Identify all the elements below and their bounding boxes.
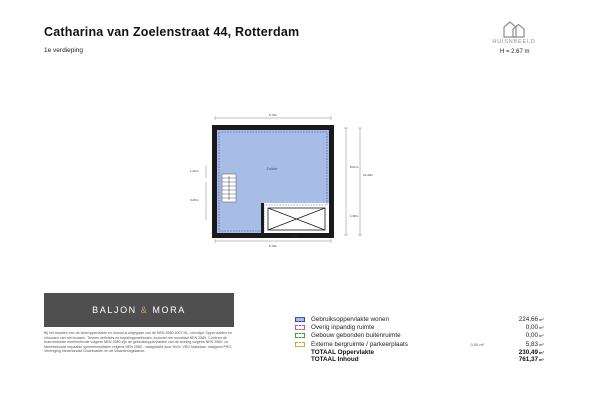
dim-right-upper: 8.01m bbox=[350, 165, 359, 169]
dim-bottom-inner: 3.77m bbox=[289, 234, 299, 238]
agency-logo bbox=[44, 293, 234, 327]
legend-label: Gebouw gebonden buitenruimte bbox=[311, 332, 401, 340]
ceiling-height: H = 2.67 m bbox=[500, 49, 530, 55]
legend-unit: m² bbox=[539, 341, 544, 347]
legend-value: 0,00 bbox=[525, 332, 538, 340]
legend-row bbox=[295, 315, 547, 323]
agency-name-right: MORA bbox=[152, 305, 186, 315]
dim-left-large: 3.26m bbox=[190, 198, 199, 202]
legend-label: Gebruiksoppervlakte wonen bbox=[311, 315, 390, 323]
legend-label: Externe bergruimte / parkeerplaats bbox=[311, 340, 408, 348]
agency-ampersand: & bbox=[140, 305, 149, 315]
total-area-value: 230,49 bbox=[518, 348, 538, 356]
swatch-storage bbox=[295, 342, 305, 347]
legend-unit: m² bbox=[539, 325, 544, 331]
floor-plan bbox=[188, 110, 388, 250]
total-area-unit: m² bbox=[539, 349, 544, 355]
legend-sub: 0,00 m² bbox=[470, 341, 484, 347]
swatch-living bbox=[295, 317, 305, 322]
area-legend bbox=[295, 315, 547, 364]
measurement-disclaimer: Bij het bepalen van de vloeroppervlakte en inhoud is uitgegaan van de NEN 2580:2007 NL, vervolgd. Oppervlakten en inhouden van het bouwen. Termen definities en bepalingsmethoden, inclusief het normblad NEN 2580. Conform de branchebrede meetinstructie volgens NEN 2580 zijn de gebruiksoppervlakten van de woning volgens NEN 2580, zo. Meetinstructie bepaalde opmeetresultaten volgens NEN 2580 - vastgesteld door NVM, VBO Makelaar, Vastgoed PRO, Vereniging Nederlandse Downloaden en de Waarderingskamer. bbox=[44, 331, 233, 354]
total-area-label: TOTAAL Oppervlakte bbox=[311, 348, 374, 356]
legend-row bbox=[295, 323, 547, 331]
brand-logo bbox=[482, 20, 546, 45]
dim-top: 5.73m bbox=[268, 113, 278, 117]
legend-value: 5,83 bbox=[525, 340, 538, 348]
swatch-outdoor bbox=[295, 333, 305, 338]
total-volume-label: TOTAAL Inhoud bbox=[311, 356, 359, 364]
legend-value: 224,66 bbox=[518, 315, 538, 323]
legend-unit: m² bbox=[539, 316, 544, 322]
brand-name: HUISNBEELD bbox=[492, 39, 536, 45]
total-area-row bbox=[295, 349, 547, 357]
legend-label: Overig inpandig ruimte bbox=[311, 324, 375, 332]
agency-name-left: BALJON bbox=[92, 305, 137, 315]
legend-row bbox=[295, 332, 547, 340]
dim-right-total: 10.40m bbox=[363, 173, 374, 177]
house-icon bbox=[502, 20, 526, 38]
floor-label: 1e verdieping bbox=[44, 47, 84, 54]
total-volume-unit: m³ bbox=[539, 357, 544, 363]
legend-row bbox=[295, 340, 547, 348]
room-label: Zolder bbox=[266, 166, 278, 171]
total-volume-value: 761,37 bbox=[518, 356, 538, 364]
legend-value: 0,00 bbox=[525, 324, 538, 332]
dim-right-lower: 1.38m bbox=[350, 214, 359, 218]
dim-bottom-total: 6.70m bbox=[268, 244, 278, 248]
dim-left-small: 1.22m bbox=[190, 169, 199, 173]
total-volume-row bbox=[295, 356, 547, 364]
legend-unit: m² bbox=[539, 333, 544, 339]
swatch-other-indoor bbox=[295, 325, 305, 330]
page-title: Catharina van Zoelenstraat 44, Rotterdam bbox=[44, 25, 300, 39]
